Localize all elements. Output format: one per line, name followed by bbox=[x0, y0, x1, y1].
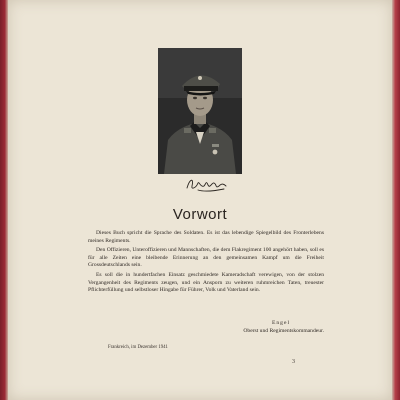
closing-name: Engel bbox=[271, 320, 291, 326]
page-title: Vorwort bbox=[172, 206, 228, 223]
paragraph: Es soll die in hundertfachen Einsatz geschmiedete Kameradschaft verewigen, von der stolzen Vergangenheit des Regiments zeugen, und ein Ansporn zu weiteren ruhmreichen Taten, treuester Pflichterfüllung und selbstloser Hingabe für Führer, Volk und Vaterland sein. bbox=[88, 271, 324, 294]
portrait-photo bbox=[158, 48, 242, 174]
paragraph: Den Offizieren, Unteroffizieren und Mannschaften, die dem Flakregiment 100 angehört haben, soll es für alle Zeiten eine bleibende Erinnerung an den gemeinsamen Kampf um die Freiheit Grossdeutschlands sein. bbox=[88, 247, 324, 269]
foreword-text bbox=[88, 230, 324, 297]
book-binding-right bbox=[392, 0, 400, 400]
handwritten-signature bbox=[184, 174, 244, 194]
closing-block bbox=[208, 320, 324, 335]
page-number: 3 bbox=[292, 359, 295, 365]
closing-title: Oberst und Regimentskommandeur. bbox=[243, 327, 324, 334]
book-page bbox=[8, 0, 392, 400]
place-date: Frankreich, im Dezember 1941 bbox=[108, 345, 168, 350]
book-binding-left bbox=[0, 0, 8, 400]
paragraph: Dieses Buch spricht die Sprache des Soldaten. Es ist das lebendige Spiegelbild des Fronterlebens meines Regiments. bbox=[88, 230, 324, 244]
